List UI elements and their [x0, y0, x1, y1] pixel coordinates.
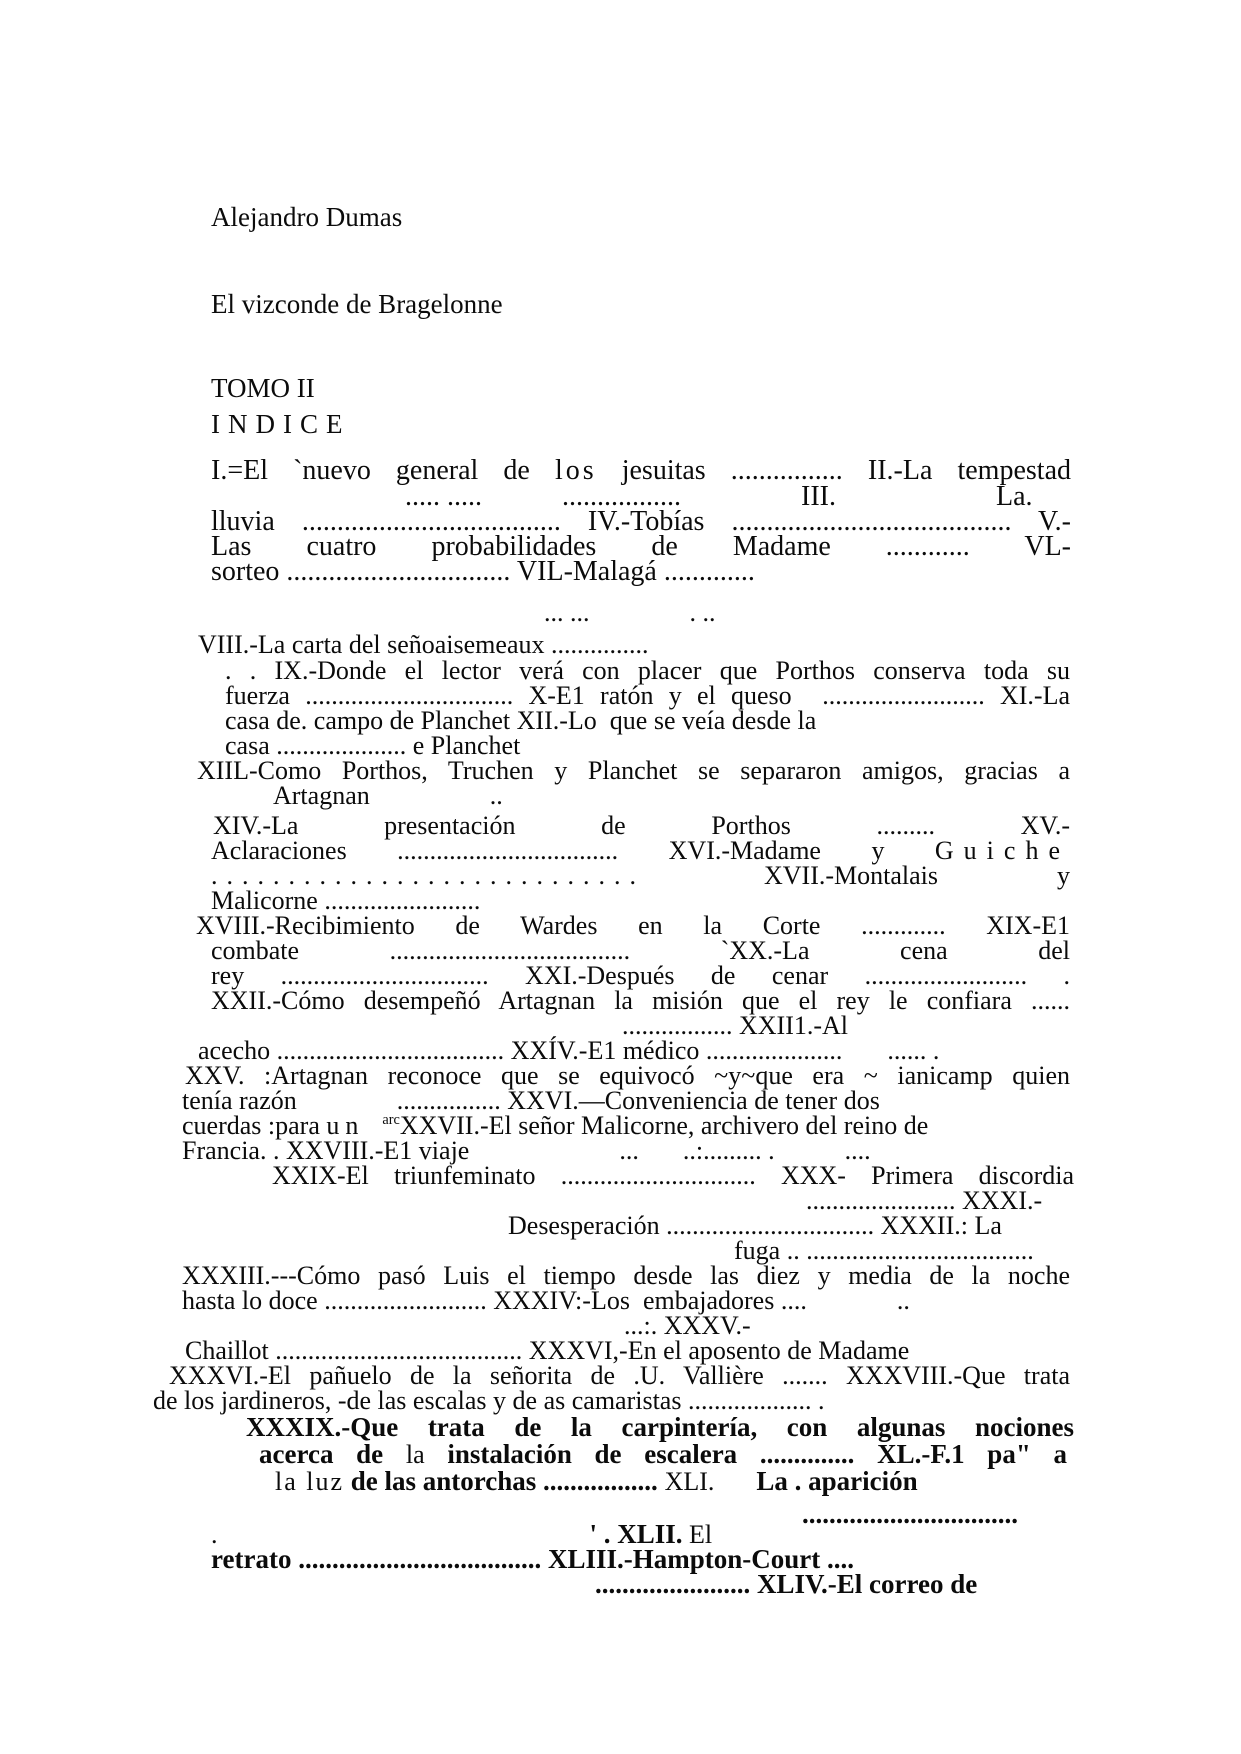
toc-line-28: XXIX-El triunfeminato .............................. XXX- Primera discordia	[272, 1161, 1074, 1190]
toc-line-1: I.=El `nuevo general de los jesuitas ................ II.-La tempestad	[211, 455, 1071, 486]
toc-line-23: acecho ................................... XXÍV.-E1 médico ..................... ...... .	[198, 1036, 940, 1065]
toc-line-32: XXXIII.---Cómo pasó Luis el tiempo desde las diez y media de la noche	[182, 1261, 1070, 1290]
toc-line-12: XIIL-Como Porthos, Truchen y Planchet se separaron amigos, gracias a	[197, 756, 1070, 785]
toc-line-33: hasta lo doce ......................... XXXIV:-Los embajadores .... ..	[182, 1286, 910, 1315]
toc-line-4: Las cuatro probabilidades de Madame ............ VL-	[211, 531, 1071, 562]
toc-line-35: Chaillot ...................................... XXXVI,-En el aposento de Madame	[185, 1336, 910, 1365]
volume-label: TOMO II	[211, 373, 315, 403]
toc-line-13: Artagnan ..	[273, 781, 503, 810]
book-title: El vizconde de Bragelonne	[211, 289, 503, 319]
toc-line-41: ................................	[802, 1499, 1018, 1529]
toc-line-5: sorteo ................................ VIL-Malagá .............	[211, 556, 755, 587]
toc-line-43: retrato .................................... XLIII.-Hampton-Court ....	[211, 1544, 854, 1574]
toc-line-19: combate ..................................... `XX.-La cena del	[211, 936, 1070, 965]
index-heading: INDICE	[211, 409, 351, 439]
toc-line-10: casa de. campo de Planchet XII.-Lo que se veía desde la	[225, 706, 817, 735]
toc-line-11: casa .................... e Planchet	[225, 731, 521, 760]
toc-line-30: Desesperación ................................ XXXII.: La	[508, 1211, 1002, 1240]
toc-line-2: ..... ..... ................. III. La.	[405, 481, 1033, 512]
toc-line-40: la luz de las antorchas ................. XLI. La . aparición	[275, 1466, 918, 1496]
toc-line-24: XXV. :Artagnan reconoce que se equivocó ~y~que era ~ ianicamp quien	[185, 1061, 1070, 1090]
toc-line-27: Francia. . XXVIII.-E1 viaje ... ..:......... . ....	[182, 1136, 871, 1165]
toc-line-26: cuerdas :para un $^{arc}$XXVII.-El señor Malicorne, archivero del reino de	[182, 1111, 929, 1140]
author-name: Alejandro Dumas	[211, 202, 403, 232]
toc-line-42: . ' . XLII. El	[211, 1519, 713, 1549]
toc-line-31: fuga .. ...................................	[734, 1236, 1034, 1265]
toc-line-15: Aclaraciones .................................. XVI.-Madame y Guiche	[211, 836, 1070, 865]
toc-line-22: ................. XXII1.-Al	[622, 1011, 849, 1040]
toc-line-38: XXXIX.-Que trata de la carpintería, con algunas nociones	[246, 1412, 1074, 1442]
toc-line-14: XIV.-La presentación de Porthos ......... XV.-	[213, 811, 1070, 840]
toc-line-6: ... ... . ..	[544, 598, 716, 627]
toc-line-9: fuerza ................................ X-E1 ratón y el queso ......................... XI.-La	[225, 681, 1070, 710]
toc-line-21: XXII.-Cómo desempeñó Artagnan la misión que el rey le confiara ......	[211, 986, 1070, 1015]
toc-line-20: rey ................................ XXI.-Después de cenar ......................... .	[211, 961, 1070, 990]
toc-line-44: ....................... XLIV.-El correo de	[595, 1569, 978, 1599]
toc-line-8: . . IX.-Donde el lector verá con placer que Porthos conserva toda su	[225, 656, 1070, 685]
toc-line-18: XVIII.-Recibimiento de Wardes en la Corte ............. XIX-E1	[196, 911, 1070, 940]
toc-line-39: acerca de la instalación de escalera .............. XL.-F.1 pa" a	[259, 1439, 1068, 1469]
toc-line-25: tenía razón ................ XXVI.—Conveniencia de tener dos	[182, 1086, 880, 1115]
toc-line-3: lluvia ..................................... IV.-Tobías ........................................ V.-	[211, 506, 1071, 537]
toc-line-37: de los jardineros, -de las escalas y de as camaristas ................... .	[153, 1386, 825, 1415]
toc-line-29: ....................... XXXI.-	[806, 1186, 1043, 1215]
toc-line-16: ............................ XVII.-Montalais y	[211, 861, 1070, 890]
toc-line-34: ...:. XXXV.-	[624, 1311, 751, 1340]
toc-line-36: XXXVI.-El pañuelo de la señorita de .U. Vallière ....... XXXVIII.-Que trata	[169, 1361, 1070, 1390]
toc-line-7: VIII.-La carta del señoaisemeaux ...............	[198, 630, 649, 659]
toc-line-17: Malicorne ........................	[211, 886, 481, 915]
